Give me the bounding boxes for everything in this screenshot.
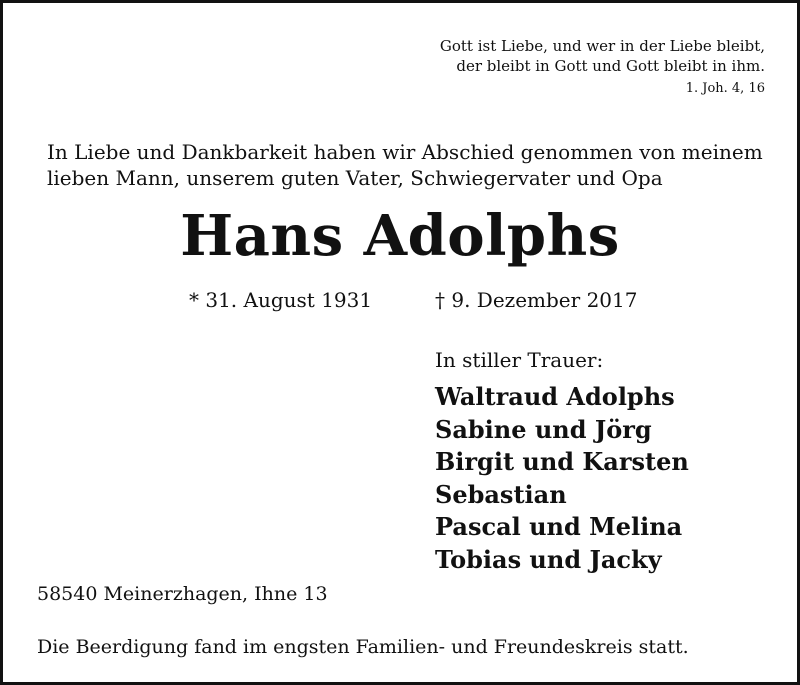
- mourner-name: Tobias und Jacky: [435, 544, 662, 574]
- family-address: 58540 Meinerzhagen, Ihne 13: [37, 583, 328, 605]
- mourner-name: Birgit und Karsten: [435, 447, 689, 476]
- mourner-name: Pascal und Melina: [435, 512, 683, 541]
- verse-line-1: Gott ist Liebe, und wer in der Liebe bleibt,: [439, 37, 765, 55]
- mourner-name: Waltraud Adolphs: [435, 382, 675, 411]
- mourner-name: Sebastian: [435, 479, 567, 509]
- mourners-list: [435, 381, 689, 576]
- mourner-name: Sabine und Jörg: [435, 414, 652, 444]
- verse-line-2: der bleibt in Gott und Gott bleibt in ihm.: [456, 57, 765, 75]
- intro-line-1: In Liebe und Dankbarkeit haben wir Abschied genommen von meinem: [47, 140, 763, 164]
- intro-text: [47, 139, 767, 191]
- funeral-note: Die Beerdigung fand im engsten Familien- und Freundeskreis statt.: [37, 636, 689, 658]
- verse-reference: 1. Joh. 4, 16: [685, 81, 765, 96]
- bible-verse: [365, 36, 765, 99]
- birth-date: * 31. August 1931: [189, 288, 373, 312]
- mourners-label: In stiller Trauer:: [435, 348, 604, 372]
- deceased-name: Hans Adolphs: [180, 203, 620, 269]
- death-date: † 9. Dezember 2017: [435, 288, 638, 312]
- intro-line-2: lieben Mann, unserem guten Vater, Schwiegervater und Opa: [47, 166, 663, 190]
